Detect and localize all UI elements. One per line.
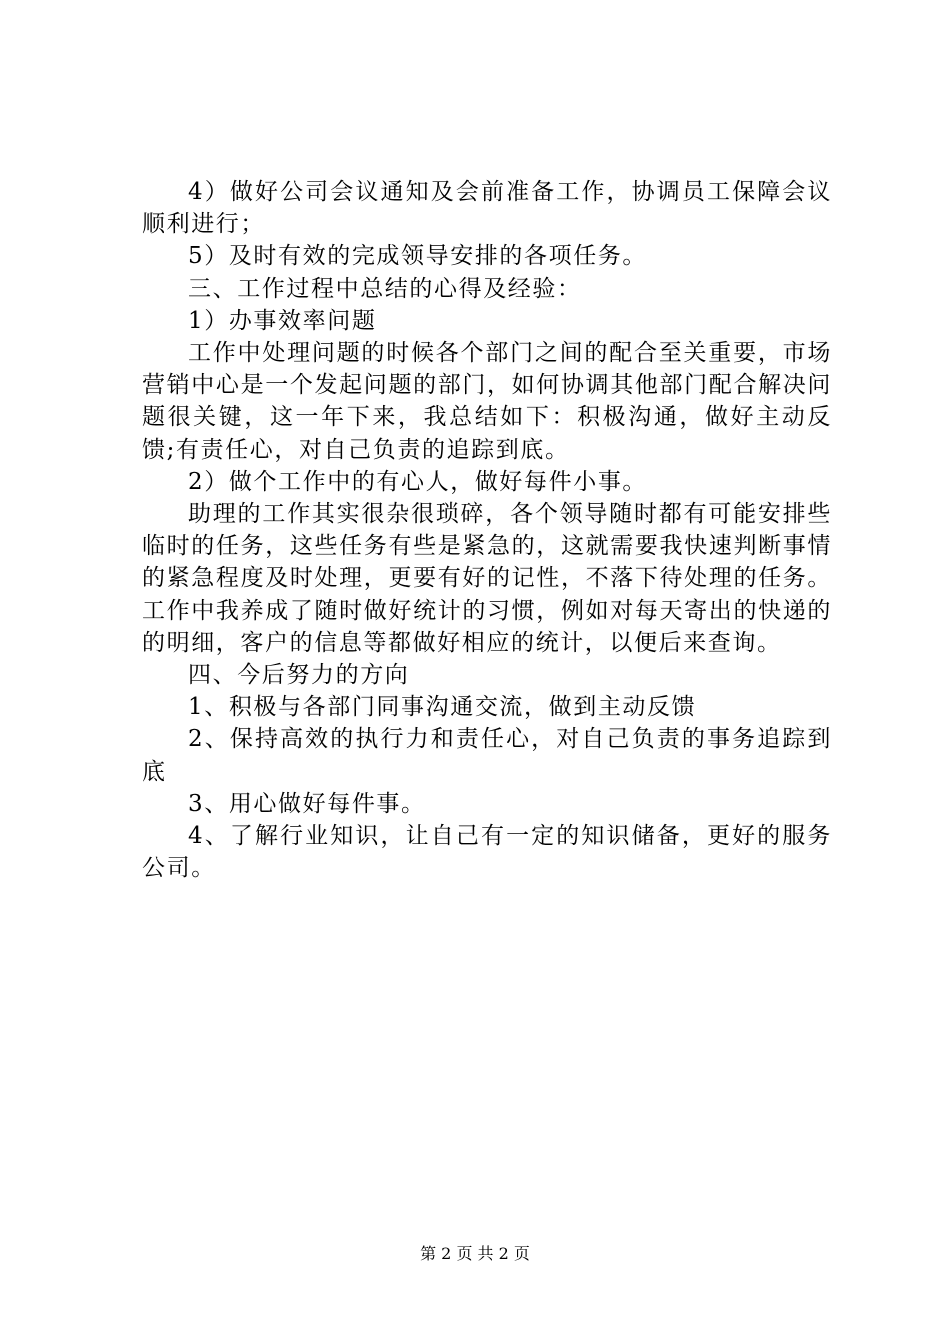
- subsection-heading: 2）做个工作中的有心人，做好每件小事。: [188, 468, 648, 495]
- list-item: 4、了解行业知识，让自己有一定的知识储备，更好的服务公司。: [142, 823, 832, 882]
- paragraph: 工作中处理问题的时候各个部门之间的配合至关重要，市场营销中心是一个发起问题的部门，如何协调其他部门配合解决问题很关键，这一年下来，我总结如下：积极沟通，做好主动反馈;有责任心，对自己负责的追踪到底。: [142, 340, 832, 463]
- list-item: 2、保持高效的执行力和责任心，对自己负责的事务追踪到底: [142, 726, 832, 785]
- paragraph: 4）做好公司会议通知及会前准备工作，协调员工保障会议顺利进行；: [142, 179, 832, 238]
- paragraph: 5）及时有效的完成领导安排的各项任务。: [188, 243, 648, 270]
- section-heading: 四、今后努力的方向: [188, 662, 410, 689]
- list-item: 1、积极与各部门同事沟通交流，做到主动反馈: [188, 694, 697, 721]
- section-heading: 三、工作过程中总结的心得及经验：: [188, 275, 582, 302]
- subsection-heading: 1）办事效率问题: [188, 307, 377, 334]
- page-footer: 第 2 页 共 2 页: [420, 1244, 530, 1263]
- paragraph: 助理的工作其实很杂很琐碎，各个领导随时都有可能安排些临时的任务，这些任务有些是紧急的，这就需要我快速判断事情的紧急程度及时处理，更要有好的记性，不落下待处理的任务。工作中我养成了随时做好统计的习惯，例如对每天寄出的快递的的明细，客户的信息等都做好相应的统计，以便后来查询。: [142, 501, 832, 656]
- list-item: 3、用心做好每件事。: [188, 790, 426, 817]
- document-body: [142, 176, 832, 884]
